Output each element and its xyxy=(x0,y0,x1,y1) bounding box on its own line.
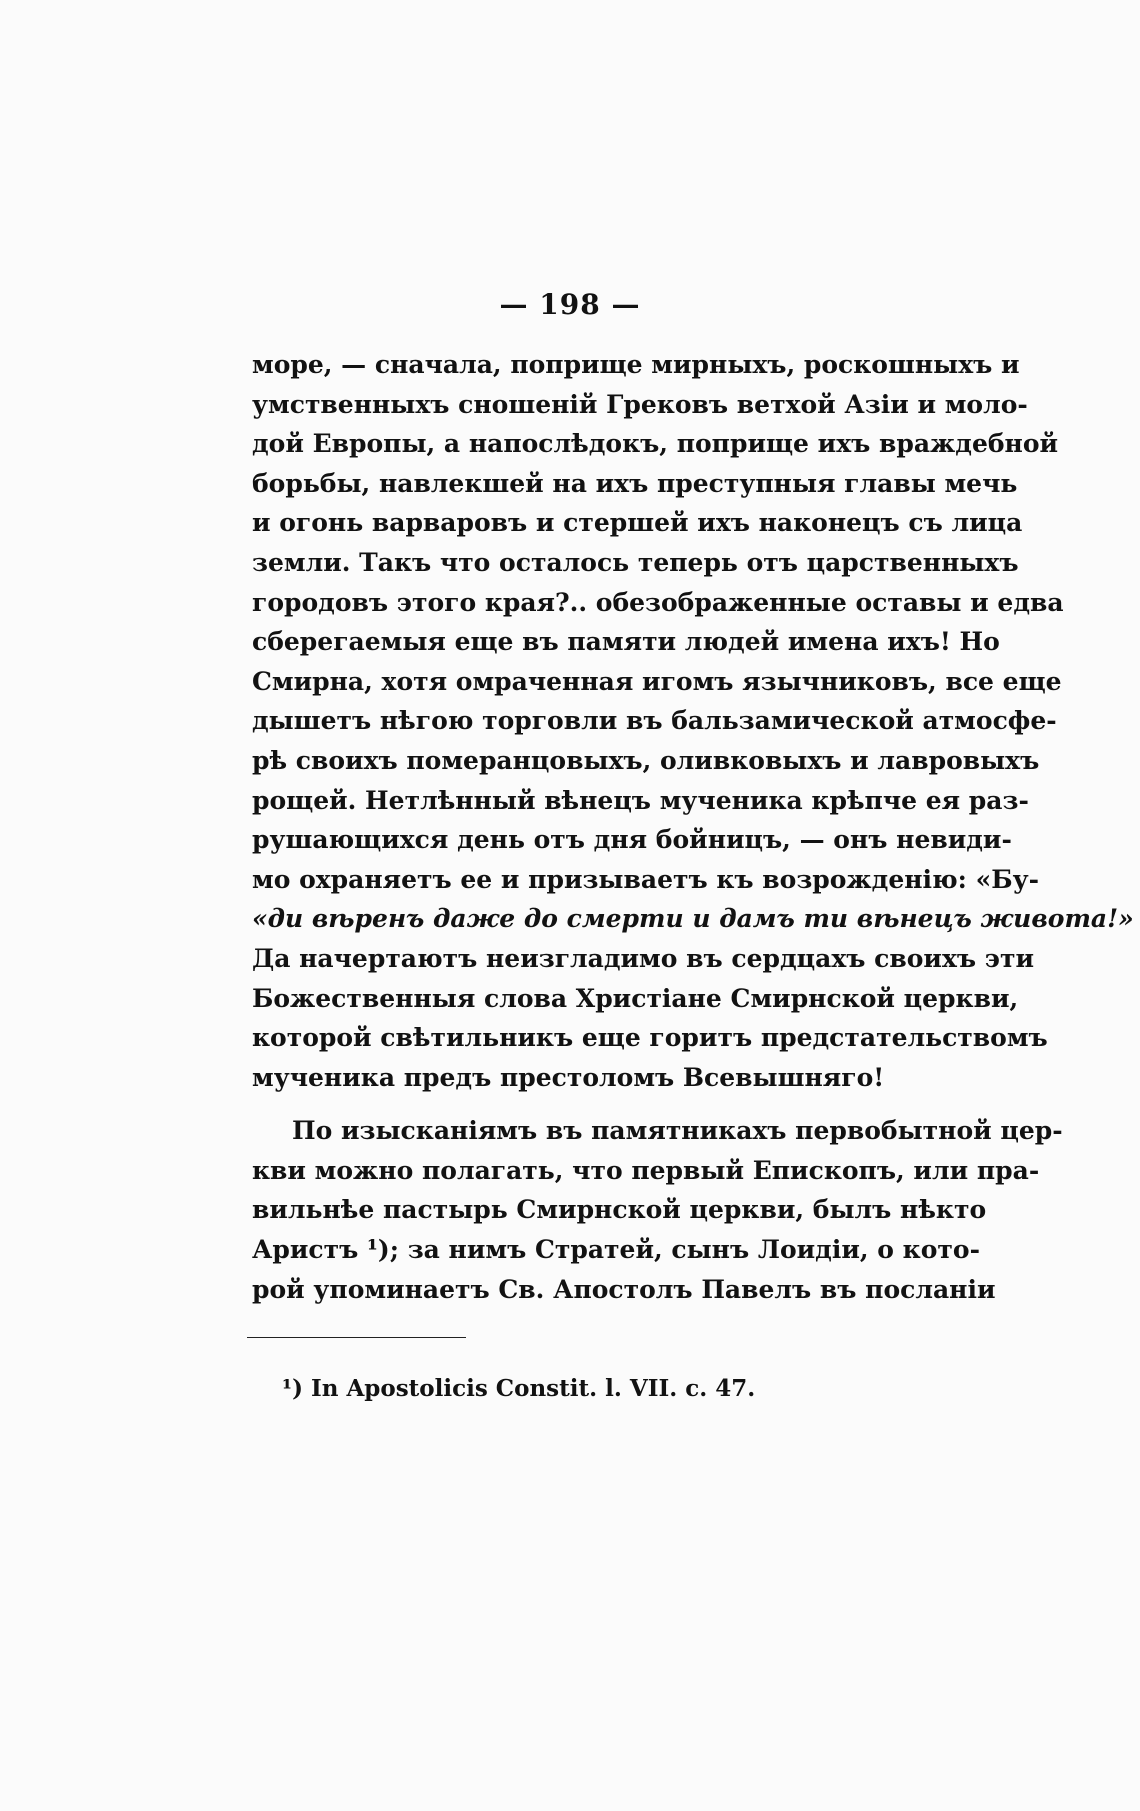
text-line: городовъ этого края?.. обезображенные оставы и едва xyxy=(252,587,1064,617)
text-line: рощей. Нетлѣнный вѣнецъ мученика крѣпче ея раз- xyxy=(252,785,1029,815)
text-line: которой свѣтильникъ еще горитъ предстательствомъ xyxy=(252,1023,1048,1053)
text-line: рѣ своихъ померанцовыхъ, оливковыхъ и лавровыхъ xyxy=(252,745,1040,775)
text-line: Аристъ ¹); за нимъ Стратей, сынъ Лоидiи, о кото- xyxy=(252,1235,980,1265)
text-line: умственныхъ сношенiй Грековъ ветхой Азiи и моло- xyxy=(252,389,1028,419)
text-line: вильнѣе пастырь Смирнской церкви, былъ нѣкто xyxy=(252,1195,987,1225)
text-line: По изысканiямъ въ памятникахъ первобытной цер- xyxy=(292,1116,1063,1146)
paragraph-1 xyxy=(252,345,1134,1097)
footnote: ¹) In Apostolicis Constit. l. VII. c. 47. xyxy=(282,1375,756,1402)
text-line: Божественныя слова Христiане Смирнской церкви, xyxy=(252,983,1019,1013)
text-line: Смирна, хотя омраченная игомъ язычниковъ, все еще xyxy=(252,666,1062,696)
page-number: — 198 — xyxy=(499,288,641,321)
paragraph-2 xyxy=(252,1111,1063,1309)
text-line: рой упоминаетъ Св. Апостолъ Павелъ въ посланiи xyxy=(252,1274,996,1304)
text-line: Да начертаютъ неизгладимо въ сердцахъ своихъ эти xyxy=(252,943,1034,973)
text-line: море, — сначала, поприще мирныхъ, роскошныхъ и xyxy=(252,350,1020,379)
text-line: борьбы, навлекшей на ихъ преступныя главы мечь xyxy=(252,468,1018,498)
text-line: кви можно полагать, что первый Епископъ, или пра- xyxy=(252,1155,1040,1185)
text-line: сберегаемыя еще въ памяти людей имена ихъ! Но xyxy=(252,627,1000,657)
text-line: мо охраняетъ ее и призываетъ къ возрожденiю: «Бу- xyxy=(252,864,1039,894)
text-line: и огонь варваровъ и стершей ихъ наконецъ съ лица xyxy=(252,508,1023,538)
footnote-divider xyxy=(247,1337,466,1338)
text-line: дышетъ нѣгою торговли въ бальзамической атмосфе- xyxy=(252,706,1057,736)
text-line: рушающихся день отъ дня бойницъ, — онъ невиди- xyxy=(252,825,1012,855)
quote-line: «ди вѣренъ даже до смерти и дамъ ти вѣнецъ живота!» xyxy=(252,904,1134,934)
text-line: земли. Такъ что осталось теперь отъ царственныхъ xyxy=(252,547,1019,577)
text-line: дой Европы, а напослѣдокъ, поприще ихъ враждебной xyxy=(252,429,1059,459)
text-line: мученика предъ престоломъ Всевышняго! xyxy=(252,1062,885,1092)
body-text xyxy=(252,345,1134,1309)
